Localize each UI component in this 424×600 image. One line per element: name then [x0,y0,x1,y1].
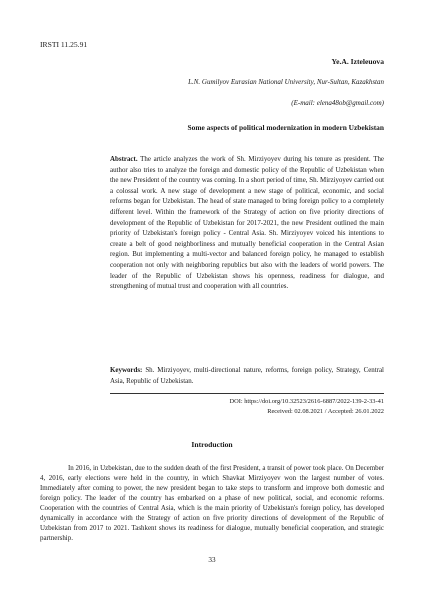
keywords [110,365,384,386]
abstract [110,154,384,292]
author-email: (E-mail: elena48ob@gmail.com) [291,99,384,107]
author-name: Ye.A. Izteleuova [331,57,384,66]
received-dates: Received: 02.08.2021 / Accepted: 26.01.2022 [267,408,384,415]
irsti-code: IRSTI 11.25.91 [40,40,88,49]
paper-title: Some aspects of political modernization in modern Uzbekistan [187,123,384,132]
abstract-text: The article analyzes the work of Sh. Mirziyoyev during his tenure as president. The author also tries to analyze the foreign and domestic policy of the Republic of Uzbekistan when the new President of the country was coming. In a short period of time, Sh. Mirziyoyev carried out a colossal work. A new stage of development a new stage of political, economic, and social reforms began for Uzbekistan. The head of state managed to bring foreign policy to a completely different level. Within the framework of the Strategy of action on five priority directions of development of the Republic of Uzbekistan for 2017-2021, the new President outlined the main priority of Uzbekistan's foreign policy - Central Asia. Sh. Mirziyoyev voiced his intentions to create a belt of good neighborliness and mutually beneficial cooperation in the Central Asian region. But implementing a multi-vector and balanced foreign policy, he managed to establish cooperation not only with neighboring republics but also with the leaders of world powers. The leader of the Republic of Uzbekistan shows his openness, readiness for dialogue, and strengthening of mutual trust and cooperation with all countries. [110,155,385,291]
introduction-paragraph: In 2016, in Uzbekistan, due to the sudden death of the first President, a transit of power took place. On December 4, 2016, early elections were held in the country, in which Shavkat Mirziyoyev won the largest number of votes. Immediately after coming to power, the new president began to take steps to transform and improve both domestic and foreign policy. The leader of the country has embarked on a phase of new political, social, and economic reforms. Cooperation with the countries of Central Asia, which is the main priority of Uzbekistan's foreign policy, has developed dynamically in accordance with the Strategy of action on five priority directions of development of the Republic of Uzbekistan from 2017 to 2021. Tashkent shows its readiness for dialogue, mutually beneficial cooperation, and strategic partnership. [40,464,384,543]
author-affiliation: L.N. Gumilyov Eurasian National University, Nur-Sultan, Kazakhstan [188,78,384,86]
abstract-label: Abstract. [110,155,138,163]
section-heading-introduction: Introduction [191,440,233,449]
keywords-label: Keywords: [110,366,143,374]
page-number: 33 [208,556,216,564]
divider [110,393,384,394]
keywords-text: Sh. Mirziyoyev, multi-directional nature, reforms, foreign policy, Strategy, Central Asia, Republic of Uzbekistan. [110,366,384,385]
doi-link[interactable]: DOI: https://doi.org/10.32523/2616-6887/2022-139-2-33-41 [229,398,384,405]
